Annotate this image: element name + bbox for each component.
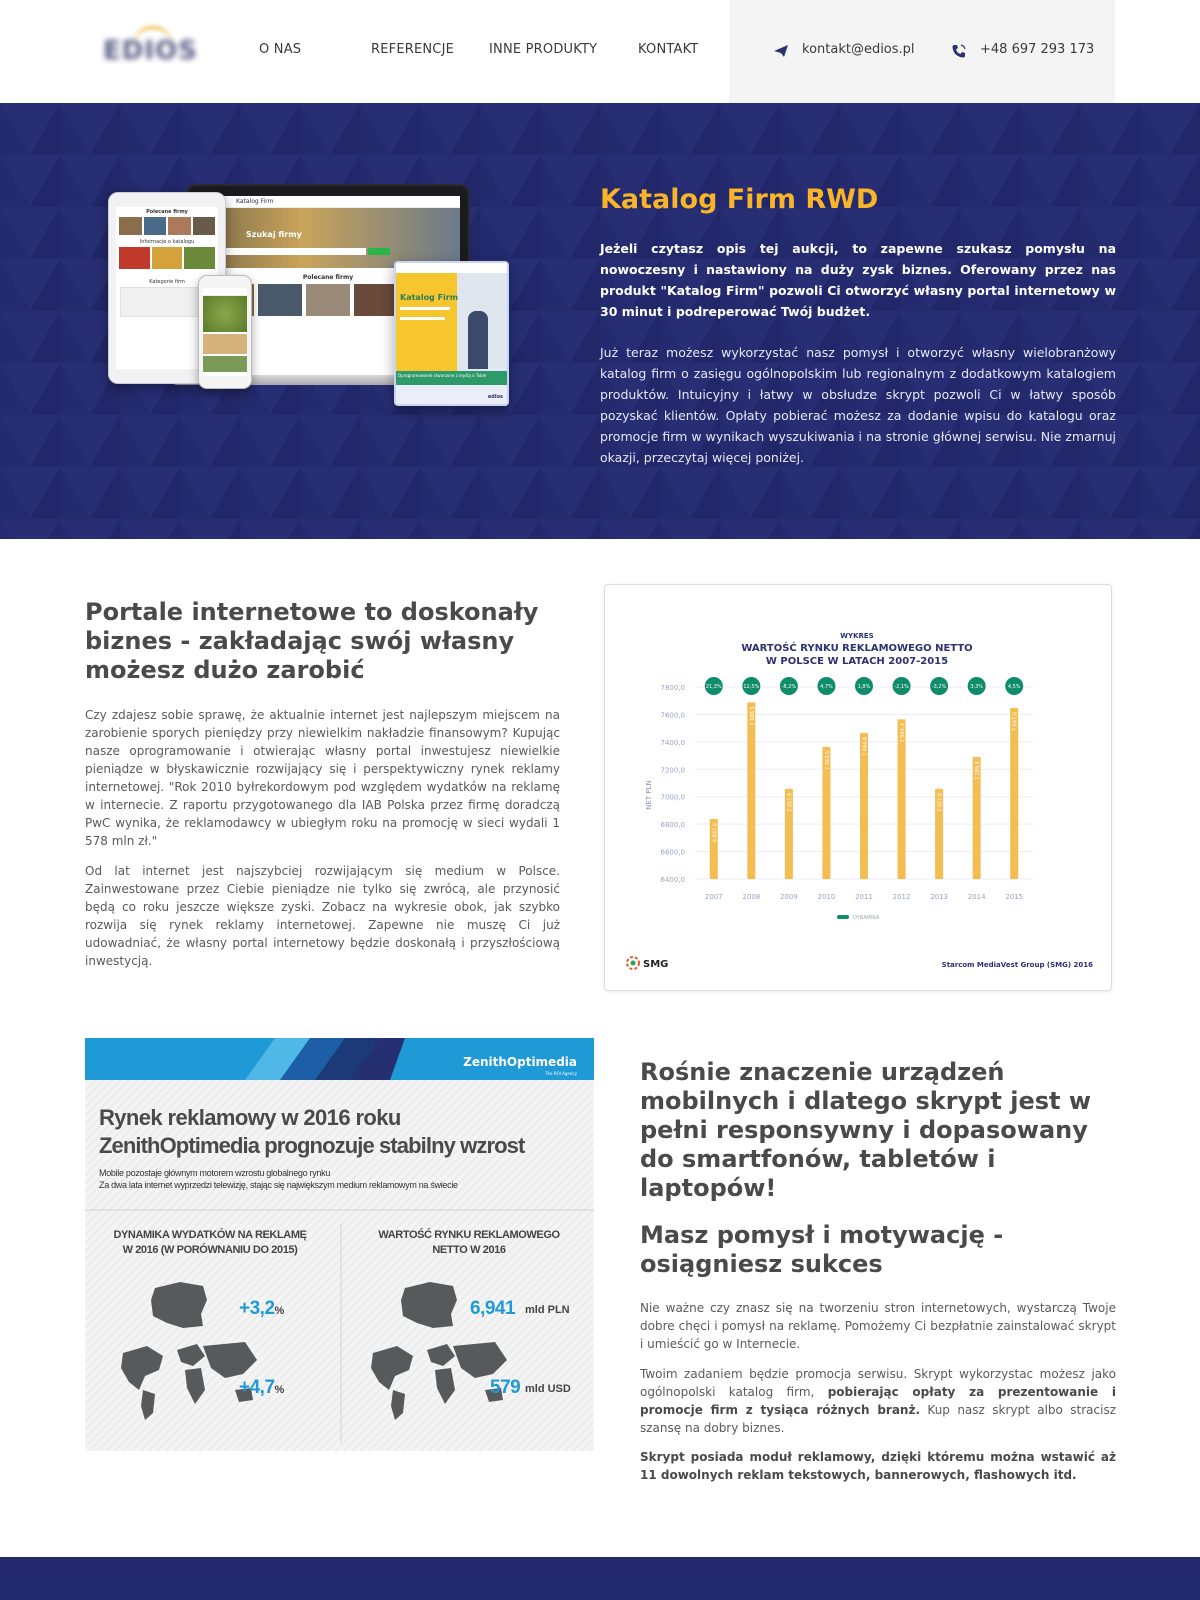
zenith-pl-growth: +3,2	[239, 1298, 275, 1319]
hero-body: Już teraz możesz wykorzystać nasz pomysł i otworzyć własny wielobranżowy katalog firm o zasięgu ogólnopolskim lub regionalnym z dodatkowym katalogiem produktów. Intuicyjny i łatwy w obsłudze skrypt pozwoli Ci w łatwy sposób pozyskać klientów. Opłaty pobierać możesz za dodanie wpisu do katalogu oraz promocje firm w wynikach wyszukiwania i na stronie głównej serwisu. Nie zmarnuj okazji, przeczytaj więcej poniżej.	[600, 345, 1116, 465]
zenith-headline-2: ZenithOptimedia prognozuje stabilny wzrost	[99, 1133, 525, 1158]
phone-mockup	[198, 275, 252, 389]
section2-title: Portale internetowe to doskonały biznes - zakładając swój własny możesz dużo zarobić	[85, 598, 539, 684]
paper-plane-icon	[773, 43, 789, 59]
laptop-section-title: Polecane firmy	[302, 274, 354, 281]
chart-ytick-label: 7400,0	[660, 738, 685, 747]
zenith-world-growth: +4,7	[239, 1377, 275, 1398]
chart-bar-value-label: 7 057,8	[937, 792, 944, 812]
zenith-col2-title-1: WARTOŚĆ RYNKU REKLAMOWEGO	[378, 1229, 560, 1241]
chart-card	[604, 584, 1112, 991]
logo-text: EDIOS	[103, 36, 198, 66]
chart-bar	[1010, 708, 1018, 879]
zenith-world-unit: mld USD	[525, 1383, 571, 1395]
contact-box	[729, 0, 1115, 103]
smg-logo-text: SMG	[643, 959, 669, 970]
section3-paragraph-2-a: Twoim zadaniem będzie promocja serwisu. Skrypt wykorzystac możesz jako ogólnopolski katalog firm,	[640, 1367, 1116, 1399]
hero-lead: Jeżeli czytasz opis tej aukcji, to zapewne szukasz pomysłu na nowoczesny i nastawiony na duży zysk biznes. Oferowany przez nas produkt "Katalog Firm" pozwoli Ci otworzyć własny portal internetowy w 30 minut i podreperować Twój budżet.	[600, 241, 1116, 319]
zenith-sub-2: Za dwa lata internet wyprzedzi telewizję, stając się największym medium reklamowym na świecie	[99, 1180, 458, 1190]
site-logo[interactable]	[95, 22, 205, 74]
chart-dynamics-label: -3,2%	[931, 684, 947, 690]
zenith-brand: ZenithOptimedia	[463, 1055, 577, 1069]
chart-dynamics-label: 1,8%	[857, 684, 871, 690]
legend-swatch	[837, 915, 849, 919]
chart-bar-value-label: 7 057,9	[787, 792, 794, 812]
tablet-mid-title: Informacje o katalogu	[139, 239, 195, 245]
zenith-world-growth-unit: %	[274, 1384, 284, 1396]
zenith-pl-growth-unit: %	[274, 1305, 284, 1317]
chart-xtick-label: 2012	[892, 893, 911, 901]
chart-bar-value-label: 7 363,5	[824, 750, 831, 771]
zenith-graphic	[85, 1038, 594, 1451]
zenith-brand-sub: The ROI Agency	[545, 1071, 577, 1076]
phone-icon	[951, 43, 967, 59]
nav-item-inne-produkty[interactable]: INNE PRODUKTY	[489, 42, 598, 57]
laptop-banner: Szukaj firmy	[246, 230, 302, 239]
nav-item-referencje[interactable]: REFERENCJE	[371, 42, 455, 57]
chart-ytick-label: 6800,0	[660, 821, 685, 830]
zenith-sub-1: Mobile pozostaje głównym motorem wzrostu globalnego rynku	[99, 1168, 331, 1178]
chart-source: Starcom MediaVest Group (SMG) 2016	[941, 961, 1093, 969]
section3-paragraph-2-bold: pobierając opłaty za prezentowanie i promocje firm z tysiąca różnych branż.	[640, 1385, 1116, 1417]
chart-ytick-label: 7200,0	[660, 766, 685, 775]
section3-title-1: Rośnie znaczenie urządzeń mobilnych i dlatego skrypt jest w pełni responsywny i dopasowany do smartfonów, tabletów i laptopów!	[640, 1058, 1092, 1202]
site-header	[0, 0, 1200, 103]
section3-title-2: Masz pomysł i motywację - osiągniesz sukces	[640, 1221, 1004, 1278]
card-title: Katalog Firm	[400, 293, 459, 302]
section2-paragraph-1: Czy zdajesz sobie sprawę, że aktualnie internet jest najlepszym miejscem na zarobienie sporych pieniędzy przy niewielkim nakładzie finansowym? Kupując nasze oprogramowanie i otwierając własny portal inwestujesz niewielkie pieniądze w błyskawicznie rozwijający się i perspektywiczny rynek reklamy internetowej. "Rok 2010 byłrekordowym pod względem wydatków na reklamę w internecie. Z raportu przygotowanego dla IAB Polska przez firmę doradczą PwC wynika, że reklamodawcy w ubiegłym roku na promocję w sieci wydali 1 578 mln zł."	[85, 708, 560, 848]
section3-paragraph-1: Nie ważne czy znasz się na tworzeniu stron internetowych, wystarczą Twoje dobre chęci i pomysł na reklamę. Pomożemy Ci bezpłatnie zainstalować skrypt i umieścić go w Internecie.	[640, 1301, 1116, 1351]
zenith-world-value: 579	[490, 1377, 521, 1398]
chart-bar	[747, 702, 755, 879]
chart-bar-value-label: 7 647,0	[1012, 711, 1019, 732]
zenith-col1-title-2: W 2016 (W PORÓWNANIU DO 2015)	[122, 1244, 298, 1256]
chart-xtick-label: 2011	[855, 893, 873, 901]
tablet-bottom-title: Kategorie firm	[149, 279, 185, 285]
chart-ylabel: NET PLN	[645, 780, 653, 810]
laptop-brand: Katalog Firm	[196, 196, 460, 208]
footer-strip	[0, 1557, 1200, 1600]
zenith-pl-value: 6,941	[470, 1298, 516, 1319]
section3-paragraph-2-c: Kup nasz skrypt albo stracisz szansę na dobry biznes.	[640, 1403, 1116, 1435]
chart-bar-value-label: 6 837,6	[712, 823, 719, 843]
chart-subtitle: WYKRES	[840, 632, 874, 640]
chart-xtick-label: 2014	[967, 893, 986, 901]
section3-paragraph-2	[640, 1365, 1116, 1437]
chart-xtick-label: 2015	[1005, 893, 1024, 901]
chart-ytick-label: 6600,0	[660, 848, 685, 857]
contact-phone[interactable]: +48 697 293 173	[980, 42, 1095, 57]
card-footer: Oprogramowanie stworzone z myślą o Tobie	[396, 371, 507, 385]
section3-paragraph-3: Skrypt posiada moduł reklamowy, dzięki któremu można wstawić aż 11 dowolnych reklam tekstowych, bannerowych, flashowych itd.	[640, 1450, 1116, 1482]
chart-ytick-label: 7000,0	[660, 793, 685, 802]
chart-xtick-label: 2008	[742, 893, 761, 901]
chart-legend: DYNAMIKA	[853, 915, 880, 921]
chart-dynamics-label: 12,5%	[743, 684, 760, 690]
chart-xtick-label: 2013	[930, 893, 949, 901]
catalog-card-mockup	[394, 261, 509, 406]
chart-dynamics-label: 4,7%	[820, 684, 833, 690]
chart-dynamics-label: -2,1%	[894, 684, 909, 690]
zenith-pl-unit: mld PLN	[525, 1304, 570, 1316]
chart-dynamics-label: 3,3%	[970, 684, 984, 690]
chart-bar-value-label: 7 688,5	[749, 706, 756, 726]
chart-bar-value-label: 7 564,3	[900, 723, 907, 743]
tablet-header: Polecane firmy	[146, 209, 188, 215]
zenith-headline-1: Rynek reklamowy w 2016 roku	[99, 1105, 401, 1130]
chart-dynamics-label: -8,2%	[781, 684, 797, 690]
zenith-col2-title-2: NETTO W 2016	[432, 1244, 506, 1256]
card-brand: edios	[487, 394, 503, 400]
nav-item-kontakt[interactable]: KONTAKT	[638, 42, 699, 57]
chart-title-line-1: WARTOŚĆ RYNKU REKLAMOWEGO NETTO	[741, 643, 973, 654]
section2-paragraph-2: Od lat internet jest najszybciej rozwijającym się medium w Polsce. Zainwestowane przez Ciebie pieniądze nie tylko się zwrócą, ale przynosić będą co roku jeszcze większe zyski. Zobacz na wykresie obok, jak szybko rozwija się rynek reklamy internetowej. Zapewne nie muszę Ci już udowadniać, że własny portal internetowy będzie doskonałą i przyszłościową inwestycją.	[85, 864, 560, 968]
chart-xtick-label: 2009	[779, 893, 798, 901]
chart-bar-value-label: 7 289,4	[975, 761, 982, 781]
contact-email[interactable]: kontakt@edios.pl	[802, 42, 915, 57]
chart-title-line-2: W POLSCE W LATACH 2007-2015	[765, 656, 949, 667]
chart-ytick-label: 7600,0	[660, 711, 685, 720]
chart-dynamics-label: 4,5%	[1007, 684, 1021, 690]
chart-dynamics-label: 21,3%	[705, 684, 722, 690]
smg-logo	[627, 957, 668, 970]
chart-ytick-label: 6400,0	[660, 876, 685, 884]
chart-xtick-label: 2007	[704, 893, 723, 901]
nav-item-o-nas[interactable]: O NAS	[259, 42, 302, 57]
chart-ytick-label: 7800,0	[660, 684, 685, 692]
ad-market-chart	[605, 585, 1113, 992]
chart-xtick-label: 2010	[817, 893, 836, 901]
zenith-infographic	[85, 1038, 594, 1451]
zenith-col1-title-1: DYNAMIKA WYDATKÓW NA REKLAMĘ	[113, 1229, 307, 1241]
hero-title: Katalog Firm RWD	[600, 184, 879, 215]
chart-bar-value-label: 7 464,4	[862, 737, 869, 757]
hero-section	[0, 103, 1200, 539]
